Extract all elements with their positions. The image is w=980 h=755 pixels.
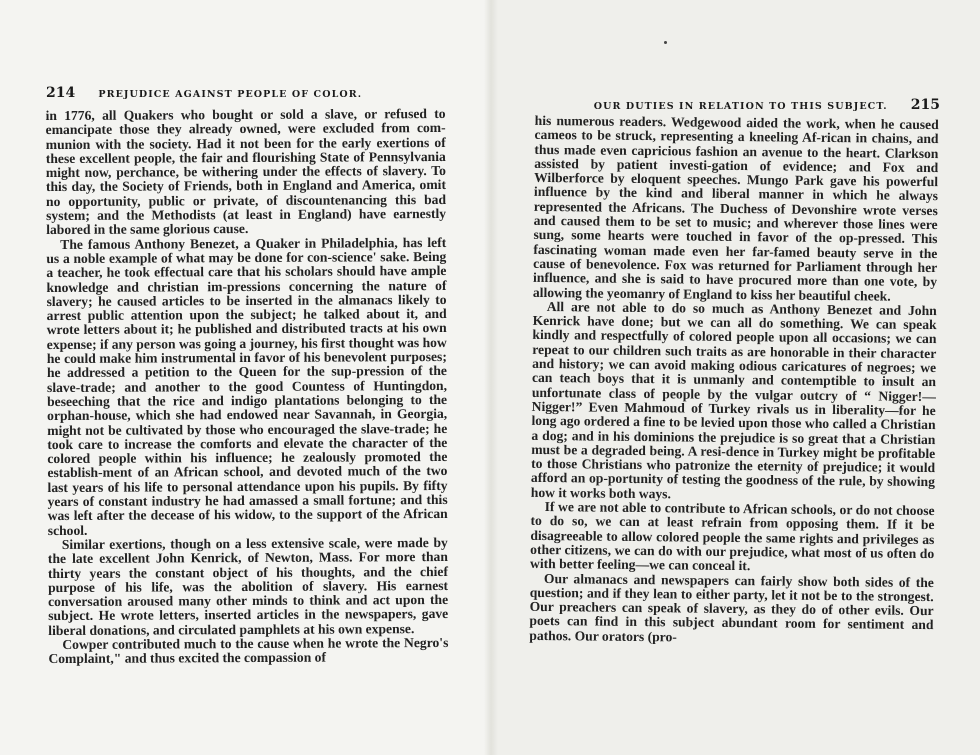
right-paragraph-2: All are not able to do so much as Anthony Benezet and John Kenrick have done; but we can all do something. We can speak kindly and respectfully of colored people upon all occasions; we can repeat to our children such traits as are honorable in their character and history; we can avoid making odious caricatures of negroes; we can teach boys that it is unmanly and contemptible to insult an unfortunate class of people by the vulgar outcry of “ Nigger!—Nigger!” Even Mahmoud of Turkey rivals us in liberality—for he long ago ordered a fine to be levied upon those who called a Christian a dog; and in his dominions the prejudice is so great that a Christian must be a degraded being. A resi-dence in Turkey might be profitable to those Christians who patronize the eternity of prejudice; it would afford an op-portunity of testing the goodness of the rule, by showing how it works both ways. [530, 298, 937, 502]
left-page-number: 214 [46, 85, 76, 101]
right-page-number: 215 [910, 97, 940, 113]
right-paragraph-4: Our almanacs and newspapers can fairly show both sides of the question; and if they lean to either party, let it not be to the strongest. Our preachers can speak of slavery, as they do of other evils. Our poets can find in this subject abundant room for sentiment and pathos. Our orators (pro- [529, 570, 934, 645]
book-gutter [484, 0, 498, 755]
right-paragraph-3: If we are not able to contribute to African schools, or do not choose to do so, we can at least refrain from opposing them. If it be disagreeable to allow colored people the same rights and privileges as other citizens, we can do with our prejudice, what most of us often do with better feeling—we can conceal it. [529, 499, 935, 574]
right-paragraph-1: his numerous readers. Wedgewood aided the work, when he caused cameos to be struck, representing a kneeling Af-rican in chains, and thus made even capricious fashion an avenue to the heart. Clarkson assisted by patient investi-gation of evidence; and Fox and Wilberforce by eloquent speeches. Mungo Park gave his powerful influence by the kind and liberal manner in which he always represented the Africans. The Duchess of Devonshire wrote verses and caused them to be set to music; and wherever those lines were sung, some hearts were touched in favor of the op-pressed. This fascinating woman made even her far-famed beauty serve in the cause of benevolence. Fox was returned for Parliament through her influence, and she is said to have procured more than one vote, by allowing the yeomanry of England to kiss her beautiful cheek. [532, 112, 939, 304]
left-paragraph-2: The famous Anthony Benezet, a Quaker in Philadelphia, has left us a noble example of what may be done for con-science' sake. Being a teacher, he took effectual care that his scholars should have ample knowledge and christian im-pressions concerning the nature of slavery; he caused articles to be inserted in the almanacs likely to arrest public attention upon the subject; he talked about it, and wrote letters about it; he published and distributed tracts at his own expense; if any person was going a journey, his first thought was how he could make him instrumental in favor of his benevolent purposes; he addressed a petition to the Queen for the sup-pression of the slave-trade; and another to the good Countess of Huntingdon, beseeching that the rice and indigo plantations belonging to the orphan-house, which she had endowed near Savannah, in Georgia, might not be cultivated by those who encouraged the slave-trade; he took care to increase the comforts and elevate the character of the colored people within his influence; he zealously promoted the establish-ment of an African school, and devoted much of the two last years of his life to personal attendance upon his pupils. By fifty years of constant industry he had amassed a small fortune; and this was left after the decease of his widow, to the support of the African school. [46, 234, 448, 538]
ink-speck [664, 41, 667, 44]
left-paragraph-1: in 1776, all Quakers who bought or sold a slave, or refused to emancipate those they already owned, were excluded from com-munion with the society. Had it not been for the early exertions of these excellent people, the fair and flourishing State of Pennsylvania might now, perchance, be withering under the effects of slavery. To this day, the Society of Friends, both in England and America, omit no opportunity, public or private, of discountenancing this bad system; and the Methodists (at least in England) have earnestly labored in the same glorious cause. [45, 105, 447, 238]
right-running-head: OUR DUTIES IN RELATION TO THIS SUBJECT. [593, 101, 888, 112]
left-running-head: PREJUDICE AGAINST PEOPLE OF COLOR. [98, 89, 363, 100]
right-page-header [568, 94, 940, 113]
right-page-body [529, 114, 939, 647]
left-page-header [46, 82, 446, 101]
left-paragraph-3: Similar exertions, though on a less extensive scale, were made by the late excellent John Kenrick, of Newton, Mass. For more than thirty years the constant object of his thoughts, and the chief purpose of his life, was the abolition of slavery. His earnest conversation aroused many other minds to think and act upon the subject. He wrote letters, inserted articles in the newspapers, gave liberal donations, and circulated pamphlets at his own expense. [47, 534, 449, 638]
left-paragraph-4: Cowper contributed much to the cause when he wrote the Negro's Complaint," and thus excited the compassion of [48, 634, 449, 667]
left-page-body [46, 107, 449, 667]
